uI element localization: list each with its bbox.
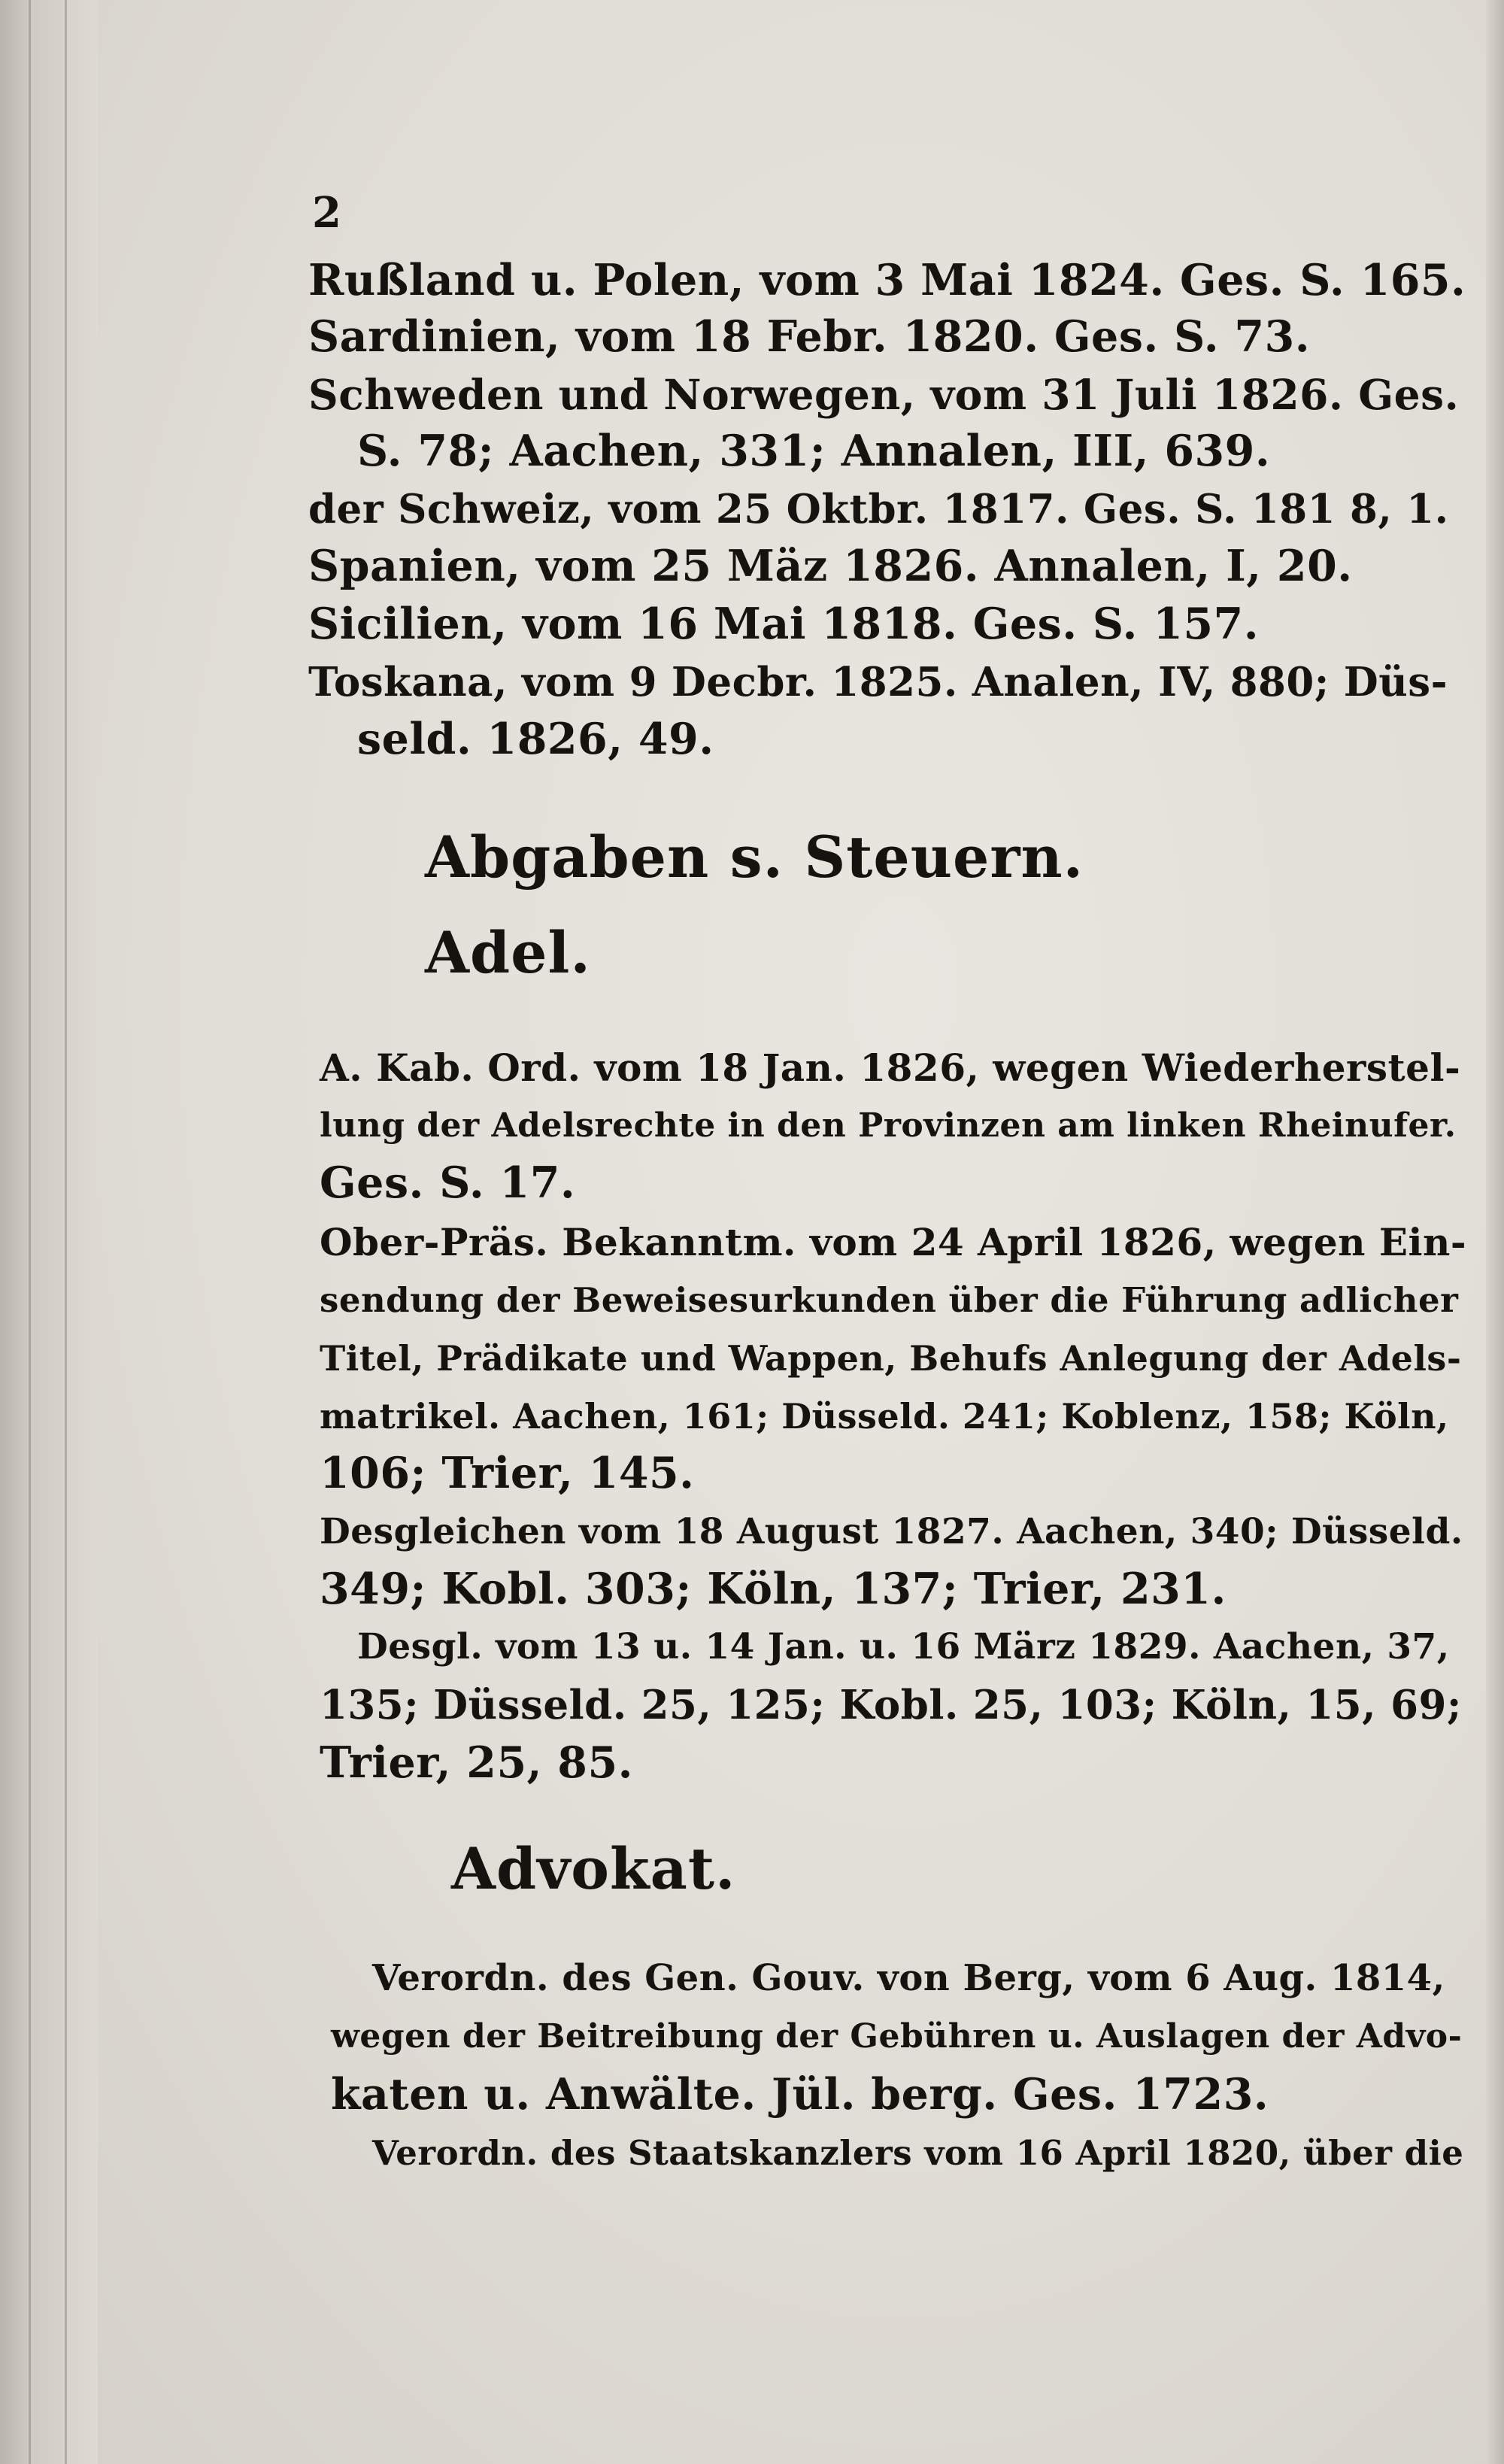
- text-line: matrikel. Aachen, 161; Düsseld. 241; Koblenz, 158; Köln,: [320, 1396, 1449, 1437]
- text-line: Spanien, vom 25 Mäz 1826. Annalen, I, 20.: [308, 541, 1353, 591]
- text-line: Toskana, vom 9 Decbr. 1825. Analen, IV, 880; Düs-: [308, 659, 1448, 706]
- text-line: 349; Kobl. 303; Köln, 137; Trier, 231.: [320, 1564, 1227, 1614]
- binding-shadow: [0, 0, 98, 2464]
- text-line: Ges. S. 17.: [320, 1158, 576, 1208]
- text-line: Ober-Präs. Bekanntm. vom 24 April 1826, wegen Ein-: [320, 1220, 1467, 1264]
- text-line: seld. 1826, 49.: [357, 714, 714, 764]
- text-line: Rußland u. Polen, vom 3 Mai 1824. Ges. S. 165.: [308, 255, 1466, 305]
- text-line: lung der Adelsrechte in den Provinzen am linken Rheinufer.: [320, 1106, 1457, 1145]
- text-line: A. Kab. Ord. vom 18 Jan. 1826, wegen Wiederherstel-: [320, 1045, 1461, 1090]
- text-line: Titel, Prädikate und Wappen, Behufs Anlegung der Adels-: [320, 1338, 1462, 1379]
- text-line: katen u. Anwälte. Jül. berg. Ges. 1723.: [331, 2069, 1269, 2120]
- binding-line: [65, 0, 67, 2464]
- page-edge: [1486, 0, 1504, 2464]
- text-line: Desgl. vom 13 u. 14 Jan. u. 16 März 1829. Aachen, 37,: [357, 1626, 1450, 1667]
- text-line: Sardinien, vom 18 Febr. 1820. Ges. S. 73.: [308, 311, 1311, 362]
- text-line: Trier, 25, 85.: [320, 1737, 633, 1788]
- section-heading: Abgaben s. Steuern.: [425, 824, 1084, 891]
- text-line: sendung der Beweisesurkunden über die Führung adlicher: [320, 1280, 1459, 1320]
- page-number: 2: [312, 188, 341, 238]
- text-line: 106; Trier, 145.: [320, 1448, 695, 1498]
- text-line: Sicilien, vom 16 Mai 1818. Ges. S. 157.: [308, 599, 1260, 649]
- text-line: Schweden und Norwegen, vom 31 Juli 1826. Ges.: [308, 370, 1460, 419]
- text-line: Verordn. des Gen. Gouv. von Berg, vom 6 Aug. 1814,: [372, 1957, 1445, 1999]
- text-line: Verordn. des Staatskanzlers vom 16 April 1820, über die: [372, 2133, 1464, 2173]
- text-line: S. 78; Aachen, 331; Annalen, III, 639.: [357, 426, 1271, 476]
- text-line: der Schweiz, vom 25 Oktbr. 1817. Ges. S. 181 8, 1.: [308, 486, 1449, 533]
- section-heading: Adel.: [425, 919, 591, 986]
- text-line: 135; Düsseld. 25, 125; Kobl. 25, 103; Köln, 15, 69;: [320, 1682, 1462, 1728]
- section-heading: Advokat.: [451, 1835, 736, 1902]
- text-line: Desgleichen vom 18 August 1827. Aachen, 340; Düsseld.: [320, 1511, 1463, 1552]
- binding-line: [29, 0, 31, 2464]
- text-line: wegen der Beitreibung der Gebühren u. Auslagen der Advo-: [331, 2017, 1463, 2056]
